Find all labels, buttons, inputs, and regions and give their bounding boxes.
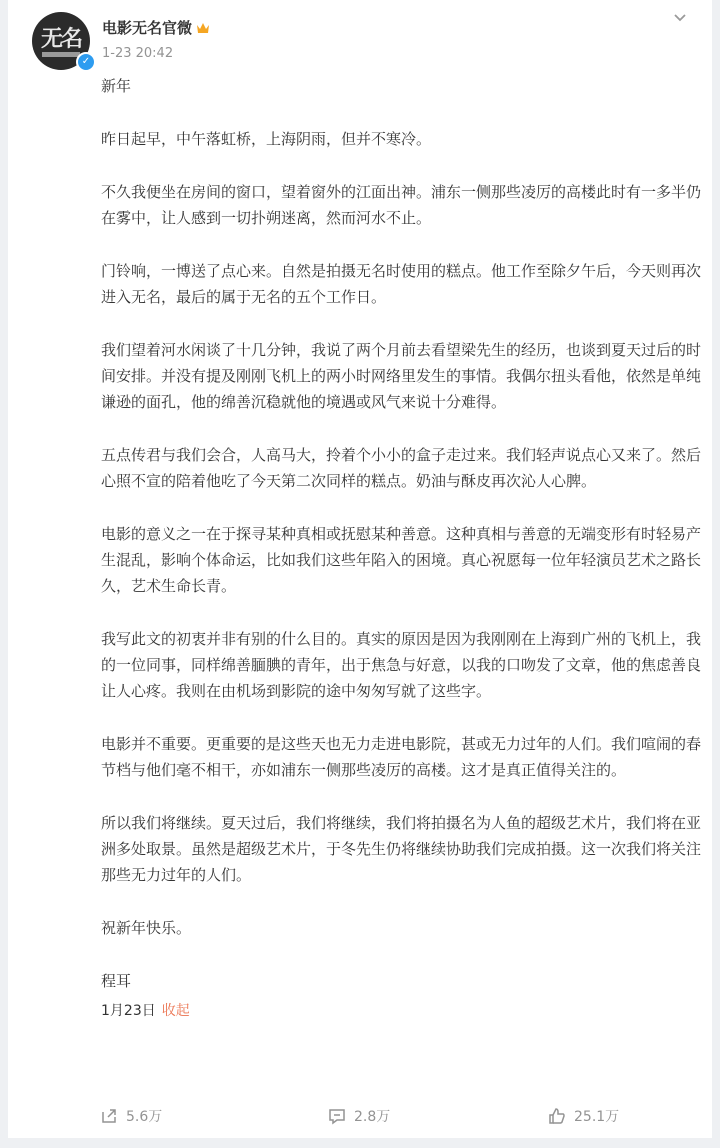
post-signature: 程耳	[101, 972, 132, 990]
verified-badge-icon: ✓	[76, 52, 96, 72]
post-paragraph: 不久我便坐在房间的窗口，望着窗外的江面出神。浦东一侧那些凌厉的高楼此时有一多半仍在雾中，让人感到一切扑朔迷离，然而河水不止。	[101, 183, 702, 227]
post-date: 1月23日	[101, 1003, 156, 1019]
avatar-logo: 无名	[40, 26, 81, 52]
repost-icon	[100, 1107, 118, 1125]
author-name[interactable]: 电影无名官微	[102, 17, 210, 38]
post-paragraph: 门铃响，一博送了点心来。自然是拍摄无名时使用的糕点。他工作至除夕午后，今天则再次进入无名，最后的属于无名的五个工作日。	[101, 262, 702, 306]
repost-button[interactable]	[100, 1106, 162, 1126]
comment-icon	[328, 1107, 346, 1125]
post-paragraph: 电影并不重要。更重要的是这些天也无力走进电影院，甚或无力过年的人们。我们喧闹的春节档与他们毫不相干，亦如浦东一侧那些凌厉的高楼。这才是真正值得关注的。	[101, 735, 702, 779]
vip-crown-icon	[196, 22, 210, 34]
chevron-down-icon[interactable]	[670, 8, 690, 28]
post-paragraph: 昨日起早，中午落虹桥，上海阴雨，但并不寒冷。	[101, 130, 432, 148]
post-paragraph: 新年	[101, 77, 132, 95]
like-count: 25.1万	[574, 1109, 620, 1125]
post-paragraph: 我写此文的初衷并非有别的什么目的。真实的原因是因为我刚刚在上海到广州的飞机上，我的一位同事，同样绵善腼腆的青年，出于焦急与好意，以我的口吻发了文章，他的焦虑善良让人心疼。我则在由机场到影院的途中匆匆写就了这些字。	[101, 630, 702, 700]
post-paragraph: 我们望着河水闲谈了十几分钟，我说了两个月前去看望梁先生的经历，也谈到夏天过后的时间安排。并没有提及刚刚飞机上的两小时网络里发生的事情。我偶尔扭头看他，依然是单纯谦逊的面孔，他的绵善沉稳就他的境遇或风气来说十分难得。	[101, 341, 702, 411]
like-button[interactable]	[548, 1106, 619, 1126]
weibo-post-card	[8, 0, 712, 1138]
action-bar	[8, 1096, 712, 1136]
repost-count: 5.6万	[126, 1109, 163, 1125]
post-paragraph: 所以我们将继续。夏天过后，我们将继续，我们将拍摄名为人鱼的超级艺术片，我们将在亚洲多处取景。虽然是超级艺术片，于冬先生仍将继续协助我们完成拍摄。这一次我们将关注那些无力过年的人们。	[101, 814, 702, 884]
collapse-link[interactable]: 收起	[161, 1003, 190, 1019]
post-paragraph: 五点传君与我们会合，人高马大，拎着个小小的盒子走过来。我们轻声说点心又来了。然后心照不宣的陪着他吃了今天第二次同样的糕点。奶油与酥皮再次沁人心脾。	[101, 446, 702, 490]
thumbs-up-icon	[548, 1107, 566, 1125]
comment-button[interactable]	[328, 1106, 390, 1126]
post-body	[101, 73, 701, 1024]
post-paragraph: 祝新年快乐。	[101, 919, 192, 937]
post-timestamp[interactable]: 1-23 20:42	[102, 46, 174, 61]
post-paragraph: 电影的意义之一在于探寻某种真相或抚慰某种善意。这种真相与善意的无端变形有时轻易产生混乱，影响个体命运，比如我们这些年陷入的困境。真心祝愿每一位年轻演员艺术之路长久，艺术生命长青。	[101, 525, 702, 595]
comment-count: 2.8万	[354, 1109, 391, 1125]
post-date-row	[101, 998, 701, 1024]
